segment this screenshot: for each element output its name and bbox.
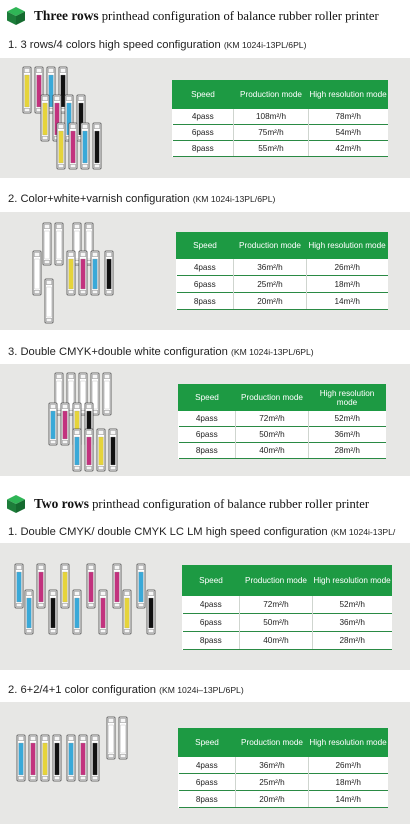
- printhead-cyan: [49, 403, 57, 445]
- printhead-cyan: [73, 429, 81, 471]
- table-row: 4pass 72m²/h 52m²/h: [183, 596, 392, 614]
- printhead-diagram: [16, 714, 146, 820]
- printhead-yellow: [23, 67, 31, 113]
- config-title: 2. 6+2/4+1 color configuration (KM 1024i–13PL/6PL): [8, 684, 244, 696]
- printhead-diagram: [20, 66, 152, 172]
- printhead-yellow: [57, 123, 65, 169]
- printhead-white: [107, 717, 115, 759]
- config-panel: [0, 543, 410, 670]
- table-row: 8pass 40m²/h 28m²/h: [183, 632, 392, 650]
- table-row: 4pass 108m²/h 78m²/h: [173, 109, 388, 125]
- printhead-magenta: [79, 251, 87, 295]
- printhead-yellow: [41, 95, 49, 141]
- printhead-white: [45, 279, 53, 323]
- printhead-cyan: [15, 564, 23, 608]
- table-row: 8pass 40m²/h 28m²/h: [179, 443, 386, 459]
- printhead-black: [105, 251, 113, 295]
- section-title: Three rows printhead configuration of balance rubber roller printer: [34, 8, 379, 23]
- printhead-diagram: [32, 220, 152, 326]
- config-title: 2. Color+white+varnish configuration (KM 1024i-13PL/6PL): [8, 193, 276, 205]
- table-row: 4pass 72m²/h 52m²/h: [179, 411, 386, 427]
- table-row: 8pass 20m²/h 14m²/h: [177, 293, 388, 310]
- printhead-black: [93, 123, 101, 169]
- printhead-yellow: [61, 564, 69, 608]
- printhead-yellow: [41, 735, 49, 781]
- table-row: 8pass 20m²/h 14m²/h: [179, 791, 388, 808]
- printhead-diagram: [48, 370, 160, 472]
- config-panel: [0, 212, 410, 330]
- config-panel: [0, 702, 410, 824]
- printhead-black: [53, 735, 61, 781]
- spec-table: Speed Production mode High resolution mode 4pass 72m²/h 52m²/h 6pass 50m²/h 36m²/h 8pass 40m²/h 28m²/h: [182, 565, 392, 650]
- printhead-cyan: [81, 123, 89, 169]
- header-production: Production mode: [234, 81, 309, 109]
- printhead-magenta: [79, 735, 87, 781]
- printhead-white: [33, 251, 41, 295]
- header-speed: Speed: [173, 81, 234, 109]
- printhead-yellow: [123, 590, 131, 634]
- config-panel: [0, 58, 410, 178]
- printhead-black: [49, 590, 57, 634]
- printhead-white: [55, 223, 63, 265]
- printhead-cyan: [25, 590, 33, 634]
- table-row: 6pass 25m²/h 18m²/h: [177, 276, 388, 293]
- section-title: Two rows printhead configuration of balance rubber roller printer: [34, 496, 370, 511]
- printhead-yellow: [97, 429, 105, 471]
- table-row: 6pass 25m²/h 18m²/h: [179, 774, 388, 791]
- printhead-magenta: [87, 564, 95, 608]
- printhead-cyan: [67, 735, 75, 781]
- cube-logo-icon: [6, 6, 26, 26]
- printhead-diagram: [12, 557, 162, 657]
- printhead-yellow: [67, 251, 75, 295]
- printhead-cyan: [17, 735, 25, 781]
- header-high-resolution: High resolution mode: [309, 81, 388, 109]
- printhead-black: [109, 429, 117, 471]
- table-row: 6pass 50m²/h 36m²/h: [179, 427, 386, 443]
- printhead-magenta: [69, 123, 77, 169]
- table-row: 6pass 75m²/h 54m²/h: [173, 125, 388, 141]
- printhead-black: [91, 735, 99, 781]
- table-row: 8pass 55m²/h 42m²/h: [173, 141, 388, 157]
- section-header-three-rows: [0, 6, 410, 26]
- printhead-magenta: [85, 429, 93, 471]
- config-title: 1. Double CMYK/ double CMYK LC LM high speed configuration (KM 1024i-13PL/: [8, 526, 396, 538]
- config-panel: [0, 364, 410, 476]
- printhead-black: [147, 590, 155, 634]
- printhead-white: [103, 373, 111, 415]
- printhead-cyan: [73, 590, 81, 634]
- printhead-cyan: [91, 251, 99, 295]
- table-row: 4pass 36m²/h 26m²/h: [177, 259, 388, 276]
- spec-table: Speed Production mode High resolution mode 4pass 36m²/h 26m²/h 6pass 25m²/h 18m²/h 8pass 20m²/h 14m²/h: [176, 232, 388, 310]
- printhead-magenta: [99, 590, 107, 634]
- printhead-white: [43, 223, 51, 265]
- table-row: 4pass 36m²/h 26m²/h: [179, 757, 388, 774]
- printhead-white: [119, 717, 127, 759]
- spec-table: [172, 80, 388, 157]
- config-title: 3. Double CMYK+double white configuration (KM 1024i-13PL/6PL): [8, 346, 314, 358]
- section-header-two-rows: [0, 494, 410, 514]
- printhead-magenta: [37, 564, 45, 608]
- printhead-magenta: [29, 735, 37, 781]
- printhead-cyan: [137, 564, 145, 608]
- config-title: 1. 3 rows/4 colors high speed configuration (KM 1024i-13PL/6PL): [8, 39, 307, 51]
- cube-logo-icon: [6, 494, 26, 514]
- spec-table: Speed Production mode High resolution mode 4pass 36m²/h 26m²/h 6pass 25m²/h 18m²/h 8pass 20m²/h 14m²/h: [178, 728, 388, 808]
- printhead-magenta: [61, 403, 69, 445]
- spec-table: Speed Production mode High resolution mode 4pass 72m²/h 52m²/h 6pass 50m²/h 36m²/h 8pass 40m²/h 28m²/h: [178, 384, 386, 459]
- table-row: 6pass 50m²/h 36m²/h: [183, 614, 392, 632]
- printhead-magenta: [113, 564, 121, 608]
